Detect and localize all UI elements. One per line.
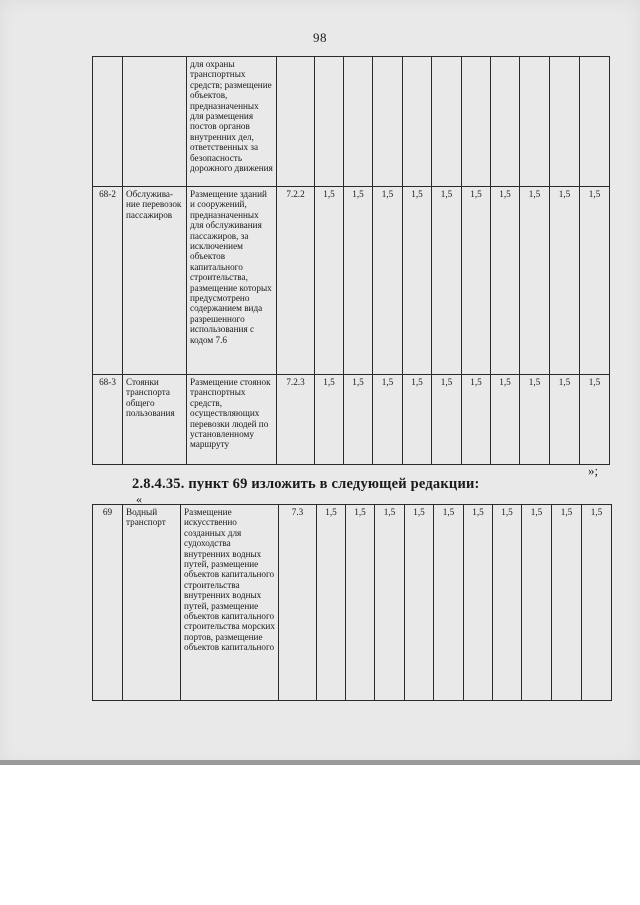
value-cell — [580, 57, 610, 187]
use-description-cell: Размещение зданий и сооружений, предназначенных для обслуживания пассажиров, за исключением объектов капитального строительства, размещение которых предусмотрено содержанием вида разрешенного использования с кодом 7.6 — [187, 187, 277, 375]
closing-quote: »; — [588, 463, 599, 478]
value-cell: 1,5 — [464, 505, 493, 701]
value-cell: 1,5 — [552, 505, 582, 701]
table-row — [93, 505, 612, 701]
value-cell: 1,5 — [344, 375, 373, 465]
value-cell — [403, 57, 432, 187]
value-cell — [491, 57, 520, 187]
value-cell: 1,5 — [405, 505, 434, 701]
value-cell: 1,5 — [317, 505, 346, 701]
section-heading: 2.8.4.35. пункт 69 изложить в следующей редакции: — [132, 476, 480, 492]
use-name-cell: Обслужива-ние перевозок пассажиров — [123, 187, 187, 375]
use-description-cell: Размещение искусственно созданных для судоходства внутренних водных путей, размещение объектов капитального строительства внутренних водных путей, размещение объектов капитального строительства морских портов, размещение объектов капитального — [181, 505, 279, 701]
value-cell — [373, 57, 403, 187]
value-cell — [550, 57, 580, 187]
value-cell: 1,5 — [462, 375, 491, 465]
value-cell: 1,5 — [580, 187, 610, 375]
value-cell: 1,5 — [432, 187, 462, 375]
table-row — [93, 187, 610, 375]
value-cell — [315, 57, 344, 187]
value-cell: 1,5 — [550, 187, 580, 375]
value-cell: 1,5 — [315, 187, 344, 375]
value-cell: 1,5 — [550, 375, 580, 465]
value-cell: 1,5 — [434, 505, 464, 701]
value-cell: 1,5 — [373, 187, 403, 375]
value-cell: 1,5 — [346, 505, 375, 701]
value-cell — [520, 57, 550, 187]
value-cell: 1,5 — [403, 375, 432, 465]
use-name-cell — [123, 57, 187, 187]
row-number-cell — [93, 57, 123, 187]
value-cell: 1,5 — [373, 375, 403, 465]
value-cell: 1,5 — [522, 505, 552, 701]
value-cell: 1,5 — [315, 375, 344, 465]
page-number: 98 — [313, 30, 327, 45]
use-description-cell: Размещение стоянок транспортных средств, осуществляющих перевозки людей по установленному маршруту — [187, 375, 277, 465]
opening-quote: « — [136, 492, 142, 506]
value-cell — [462, 57, 491, 187]
use-name-cell: Водный транспорт — [123, 505, 181, 701]
value-cell: 1,5 — [580, 375, 610, 465]
value-cell: 1,5 — [491, 375, 520, 465]
table-row — [93, 375, 610, 465]
row-number-cell: 68-2 — [93, 187, 123, 375]
value-cell: 1,5 — [375, 505, 405, 701]
value-cell: 1,5 — [582, 505, 612, 701]
value-cell: 1,5 — [520, 187, 550, 375]
table-row — [93, 57, 610, 187]
value-cell — [432, 57, 462, 187]
value-cell: 1,5 — [520, 375, 550, 465]
value-cell: 1,5 — [432, 375, 462, 465]
row-number-cell: 69 — [93, 505, 123, 701]
value-cell: 1,5 — [493, 505, 522, 701]
table-zoning-lower — [92, 504, 612, 701]
scan-edge-shadow — [0, 760, 640, 765]
row-number-cell: 68-3 — [93, 375, 123, 465]
value-cell: 1,5 — [462, 187, 491, 375]
use-code-cell: 7.2.3 — [277, 375, 315, 465]
table-zoning-upper — [92, 56, 610, 465]
value-cell: 1,5 — [403, 187, 432, 375]
value-cell — [344, 57, 373, 187]
use-name-cell: Стоянки транспорта общего пользования — [123, 375, 187, 465]
use-code-cell: 7.3 — [279, 505, 317, 701]
value-cell: 1,5 — [491, 187, 520, 375]
value-cell: 1,5 — [344, 187, 373, 375]
use-code-cell — [277, 57, 315, 187]
use-code-cell: 7.2.2 — [277, 187, 315, 375]
use-description-cell: для охраны транспортных средств; размещение объектов, предназначенных для размещения постов органов внутренних дел, ответственных за безопасность дорожного движения — [187, 57, 277, 187]
